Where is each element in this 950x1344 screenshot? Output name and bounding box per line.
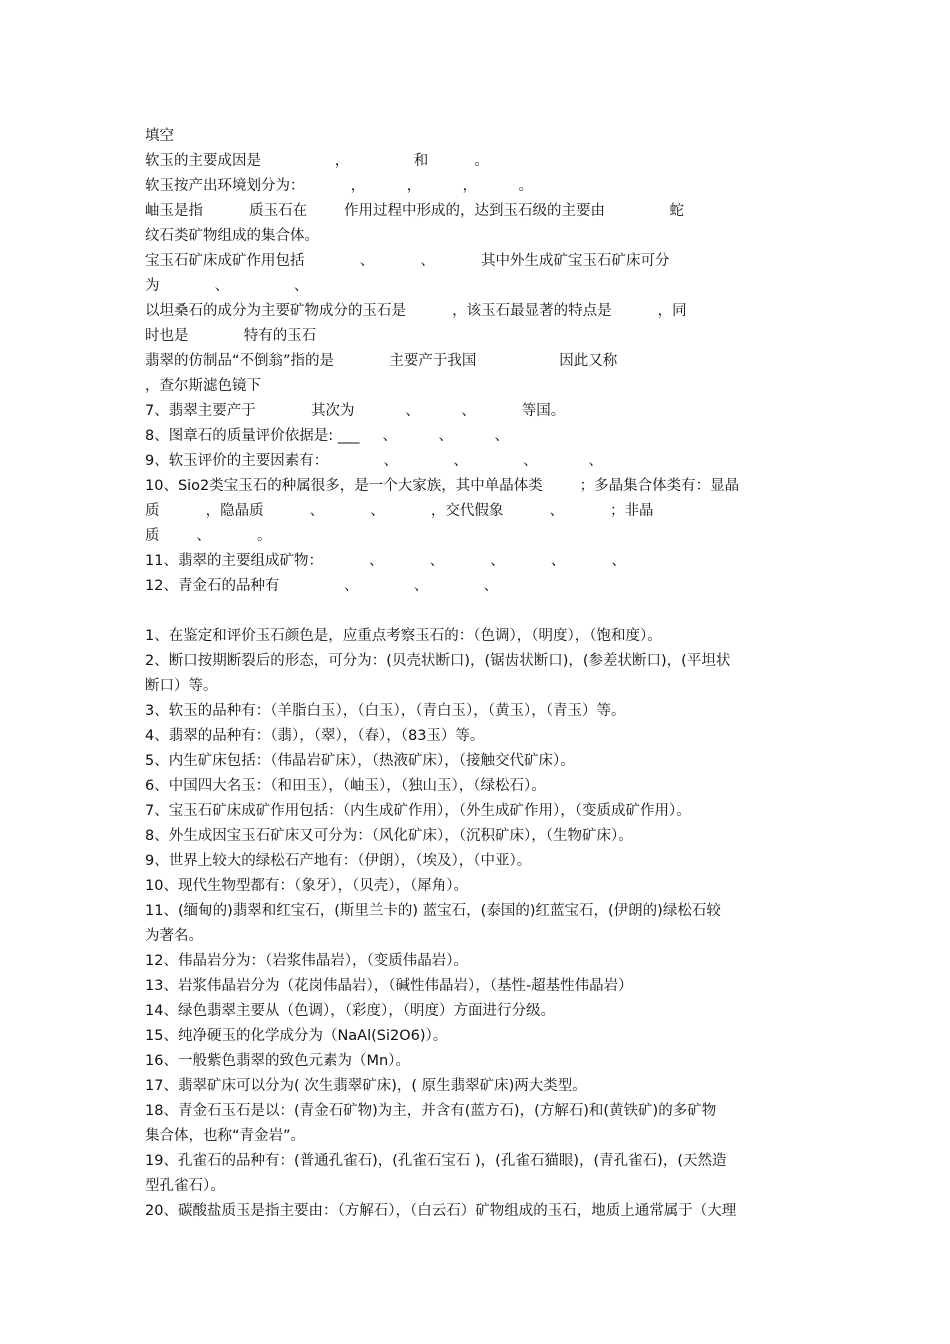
answer-line: 15、纯净硬玉的化学成分为（NaAl(Si2O6)）。: [145, 1028, 448, 1044]
answer-line: 7、宝玉石矿床成矿作用包括：（内生成矿作用），（外生成矿作用），（变质成矿作用）。: [145, 803, 691, 819]
answer-line: 16、一般紫色翡翠的致色元素为（Mn）。: [145, 1053, 410, 1069]
fill-in-blank-section: [145, 149, 810, 599]
answer-line: 20、碳酸盐质玉是指主要由：（方解石），（白云石）矿物组成的玉石，地质上通常属于（大理: [145, 1203, 737, 1219]
answer-line: 5、内生矿床包括：（伟晶岩矿床），（热液矿床），（接触交代矿床）。: [145, 753, 575, 769]
section-spacer: [145, 599, 810, 624]
question-line: 8、图章石的质量评价依据是: ___ 、 、 、: [145, 428, 509, 444]
question-line: ，查尔斯滤色镜下: [145, 378, 261, 394]
answer-line: 17、翡翠矿床可以分为( 次生翡翠矿床)，( 原生翡翠矿床)两大类型。: [145, 1078, 587, 1094]
answer-line: 断口）等。: [145, 678, 218, 694]
document-page: [145, 124, 810, 1224]
question-line: 软玉按产出环境划分为： ， ， ， 。: [145, 178, 534, 194]
answer-line: 为著名。: [145, 928, 203, 944]
answer-line: 14、绿色翡翠主要从（色调），（彩度），（明度）方面进行分级。: [145, 1003, 555, 1019]
answer-line: 19、孔雀石的品种有：(普通孔雀石)，(孔雀石宝石 )，(孔雀石猫眼)，(青孔雀石)，(天然造: [145, 1153, 727, 1169]
answer-section: [145, 624, 810, 1224]
question-line: 质 ，隐晶质 、 、 ，交代假象 、 ；非晶: [145, 503, 654, 519]
answer-line: 18、青金石玉石是以：(青金石矿物)为主，并含有(蓝方石)，(方解石)和(黄铁矿)的多矿物: [145, 1103, 717, 1119]
answer-line: 11、(缅甸的)翡翠和红宝石，(斯里兰卡的) 蓝宝石，(泰国的)红蓝宝石，(伊朗的)绿松石较: [145, 903, 721, 919]
answer-line: 8、外生成因宝玉石矿床又可分为：（风化矿床），（沉积矿床），（生物矿床）。: [145, 828, 633, 844]
answer-line: 10、现代生物型都有：（象牙），（贝壳），（犀角）。: [145, 878, 468, 894]
question-line: 宝玉石矿床成矿作用包括 、 、 其中外生成矿宝玉石矿床可分: [145, 253, 670, 269]
answer-line: 4、翡翠的品种有：（翡），（翠），（春），（83玉）等。: [145, 728, 485, 744]
answer-line: 13、岩浆伟晶岩分为（花岗伟晶岩），（碱性伟晶岩），（基性-超基性伟晶岩）: [145, 978, 633, 994]
answer-line: 集合体，也称“青金岩”。: [145, 1128, 306, 1144]
question-line: 11、翡翠的主要组成矿物： 、 、 、 、 、: [145, 553, 626, 569]
question-line: 时也是 特有的玉石: [145, 328, 317, 344]
question-line: 岫玉是指 质玉石在 作用过程中形成的，达到玉石级的主要由 蛇: [145, 203, 684, 219]
question-line: 为 、 、: [145, 278, 309, 294]
question-line: 软玉的主要成因是 ， 和 。: [145, 153, 489, 169]
question-line: 纹石类矿物组成的集合体。: [145, 228, 319, 244]
answer-line: 12、伟晶岩分为：（岩浆伟晶岩），（变质伟晶岩）。: [145, 953, 468, 969]
question-line: 12、青金石的品种有 、 、 、: [145, 578, 499, 594]
section-heading: 填空: [145, 128, 174, 144]
question-line: 10、Sio2类宝玉石的种属很多，是一个大家族，其中单晶体类 ；多晶集合体类有：显晶: [145, 478, 740, 494]
answer-line: 9、世界上较大的绿松石产地有：（伊朗），（埃及），（中亚）。: [145, 853, 532, 869]
question-line: 以坦桑石的成分为主要矿物成分的玉石是 ，该玉石最显著的特点是 ，同: [145, 303, 687, 319]
question-line: 9、软玉评价的主要因素有： 、 、 、 、: [145, 453, 603, 469]
answer-line: 型孔雀石）。: [145, 1178, 225, 1194]
question-line: 翡翠的仿制品“不倒翁”指的是 主要产于我国 因此又称: [145, 353, 618, 369]
answer-line: 6、中国四大名玉：（和田玉），（岫玉），（独山玉），（绿松石）。: [145, 778, 546, 794]
question-line: 质 、 。: [145, 528, 272, 544]
question-line: 7、翡翠主要产于 其次为 、 、 等国。: [145, 403, 566, 419]
answer-line: 1、在鉴定和评价玉石颜色是，应重点考察玉石的：（色调），（明度），（饱和度）。: [145, 628, 662, 644]
answer-line: 2、断口按期断裂后的形态，可分为：(贝壳状断口)，(锯齿状断口)，(参差状断口)，(平坦状: [145, 653, 731, 669]
answer-line: 3、软玉的品种有：（羊脂白玉），（白玉），（青白玉），（黄玉），（青玉）等。: [145, 703, 626, 719]
